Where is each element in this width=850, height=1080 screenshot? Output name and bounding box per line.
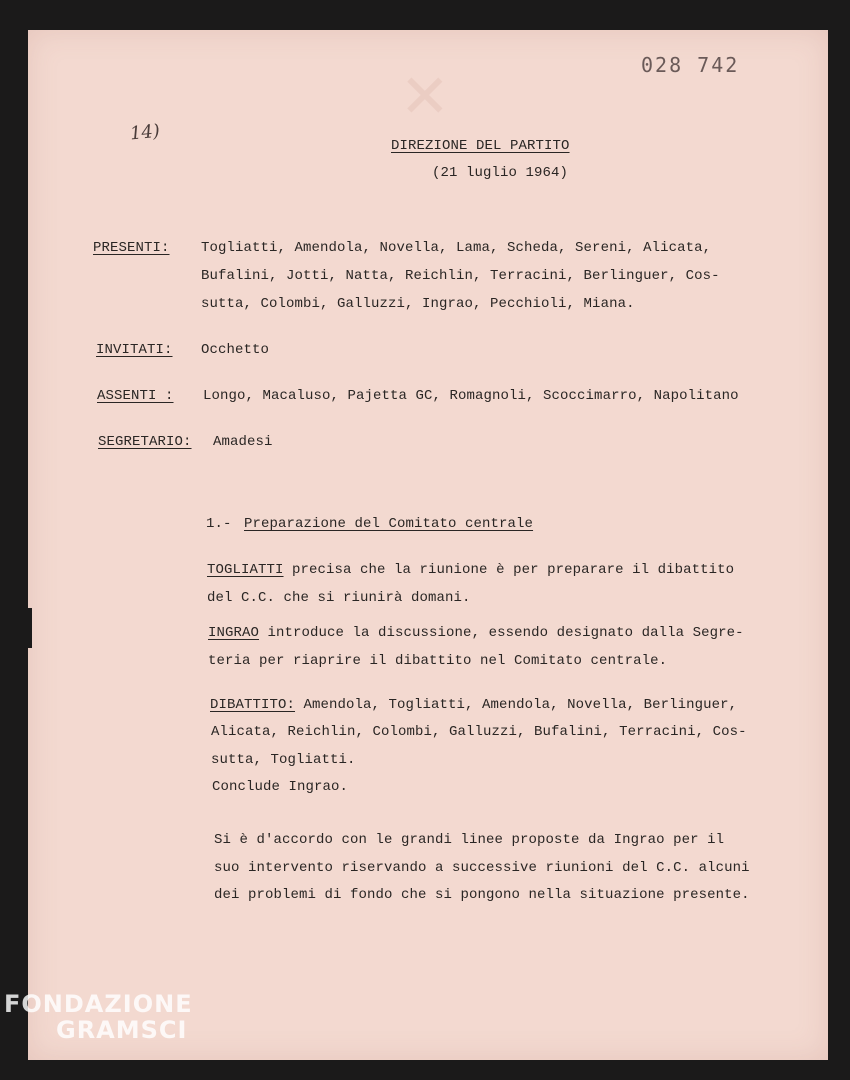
togliatti-text: precisa che la riunione è per preparare il dibattito bbox=[292, 562, 735, 578]
invitati-label: INVITATI: bbox=[96, 342, 173, 358]
section-number: 1.- bbox=[206, 516, 232, 532]
dibattito-text: Amendola, Togliatti, Amendola, Novella, Berlinguer, bbox=[303, 697, 738, 713]
assenti-label: ASSENTI : bbox=[97, 388, 174, 404]
dibattito-text: sutta, Togliatti. bbox=[211, 752, 356, 768]
dibattito-conclusion: Conclude Ingrao. bbox=[212, 779, 349, 795]
handwritten-note: 14) bbox=[128, 120, 161, 145]
archive-number: 028 742 bbox=[641, 53, 740, 77]
page-edge-notch bbox=[28, 608, 32, 648]
section-heading: Preparazione del Comitato centrale bbox=[244, 516, 534, 532]
closing-line: suo intervento riservando a successive riunioni del C.C. alcuni bbox=[214, 860, 750, 876]
dibattito-text: Alicata, Reichlin, Colombi, Galluzzi, Bufalini, Terracini, Cos- bbox=[211, 724, 747, 740]
assenti-value: Longo, Macaluso, Pajetta GC, Romagnoli, Scoccimarro, Napolitano bbox=[203, 388, 739, 404]
speaker-togliatti: TOGLIATTI bbox=[207, 562, 284, 578]
watermark-line: GRAMSCI bbox=[56, 1016, 188, 1044]
presenti-label: PRESENTI: bbox=[93, 240, 170, 256]
fondazione-gramsci-watermark bbox=[4, 990, 193, 1044]
document-title: DIREZIONE DEL PARTITO bbox=[391, 138, 570, 154]
segretario-value: Amadesi bbox=[213, 434, 273, 450]
closing-line: dei problemi di fondo che si pongono nella situazione presente. bbox=[214, 887, 750, 903]
presenti-line: Bufalini, Jotti, Natta, Reichlin, Terracini, Berlinguer, Cos- bbox=[201, 268, 720, 284]
ingrao-text: teria per riaprire il dibattito nel Comitato centrale. bbox=[208, 653, 668, 669]
document-page bbox=[28, 30, 828, 1060]
watermark-line: FONDAZIONE bbox=[4, 990, 193, 1018]
dibattito-label: DIBATTITO: bbox=[210, 697, 296, 713]
bleed-through-mark: ✕ bbox=[388, 69, 459, 121]
speaker-ingrao: INGRAO bbox=[208, 625, 260, 641]
ingrao-text: introduce la discussione, essendo designato dalla Segre- bbox=[267, 625, 744, 641]
presenti-line: sutta, Colombi, Galluzzi, Ingrao, Pecchioli, Miana. bbox=[201, 296, 635, 312]
presenti-line: Togliatti, Amendola, Novella, Lama, Scheda, Sereni, Alicata, bbox=[201, 240, 712, 256]
togliatti-text: del C.C. che si riunirà domani. bbox=[207, 590, 471, 606]
closing-line: Si è d'accordo con le grandi linee proposte da Ingrao per il bbox=[214, 832, 725, 848]
segretario-label: SEGRETARIO: bbox=[98, 434, 192, 450]
invitati-value: Occhetto bbox=[201, 342, 270, 358]
document-date: (21 luglio 1964) bbox=[432, 165, 569, 181]
